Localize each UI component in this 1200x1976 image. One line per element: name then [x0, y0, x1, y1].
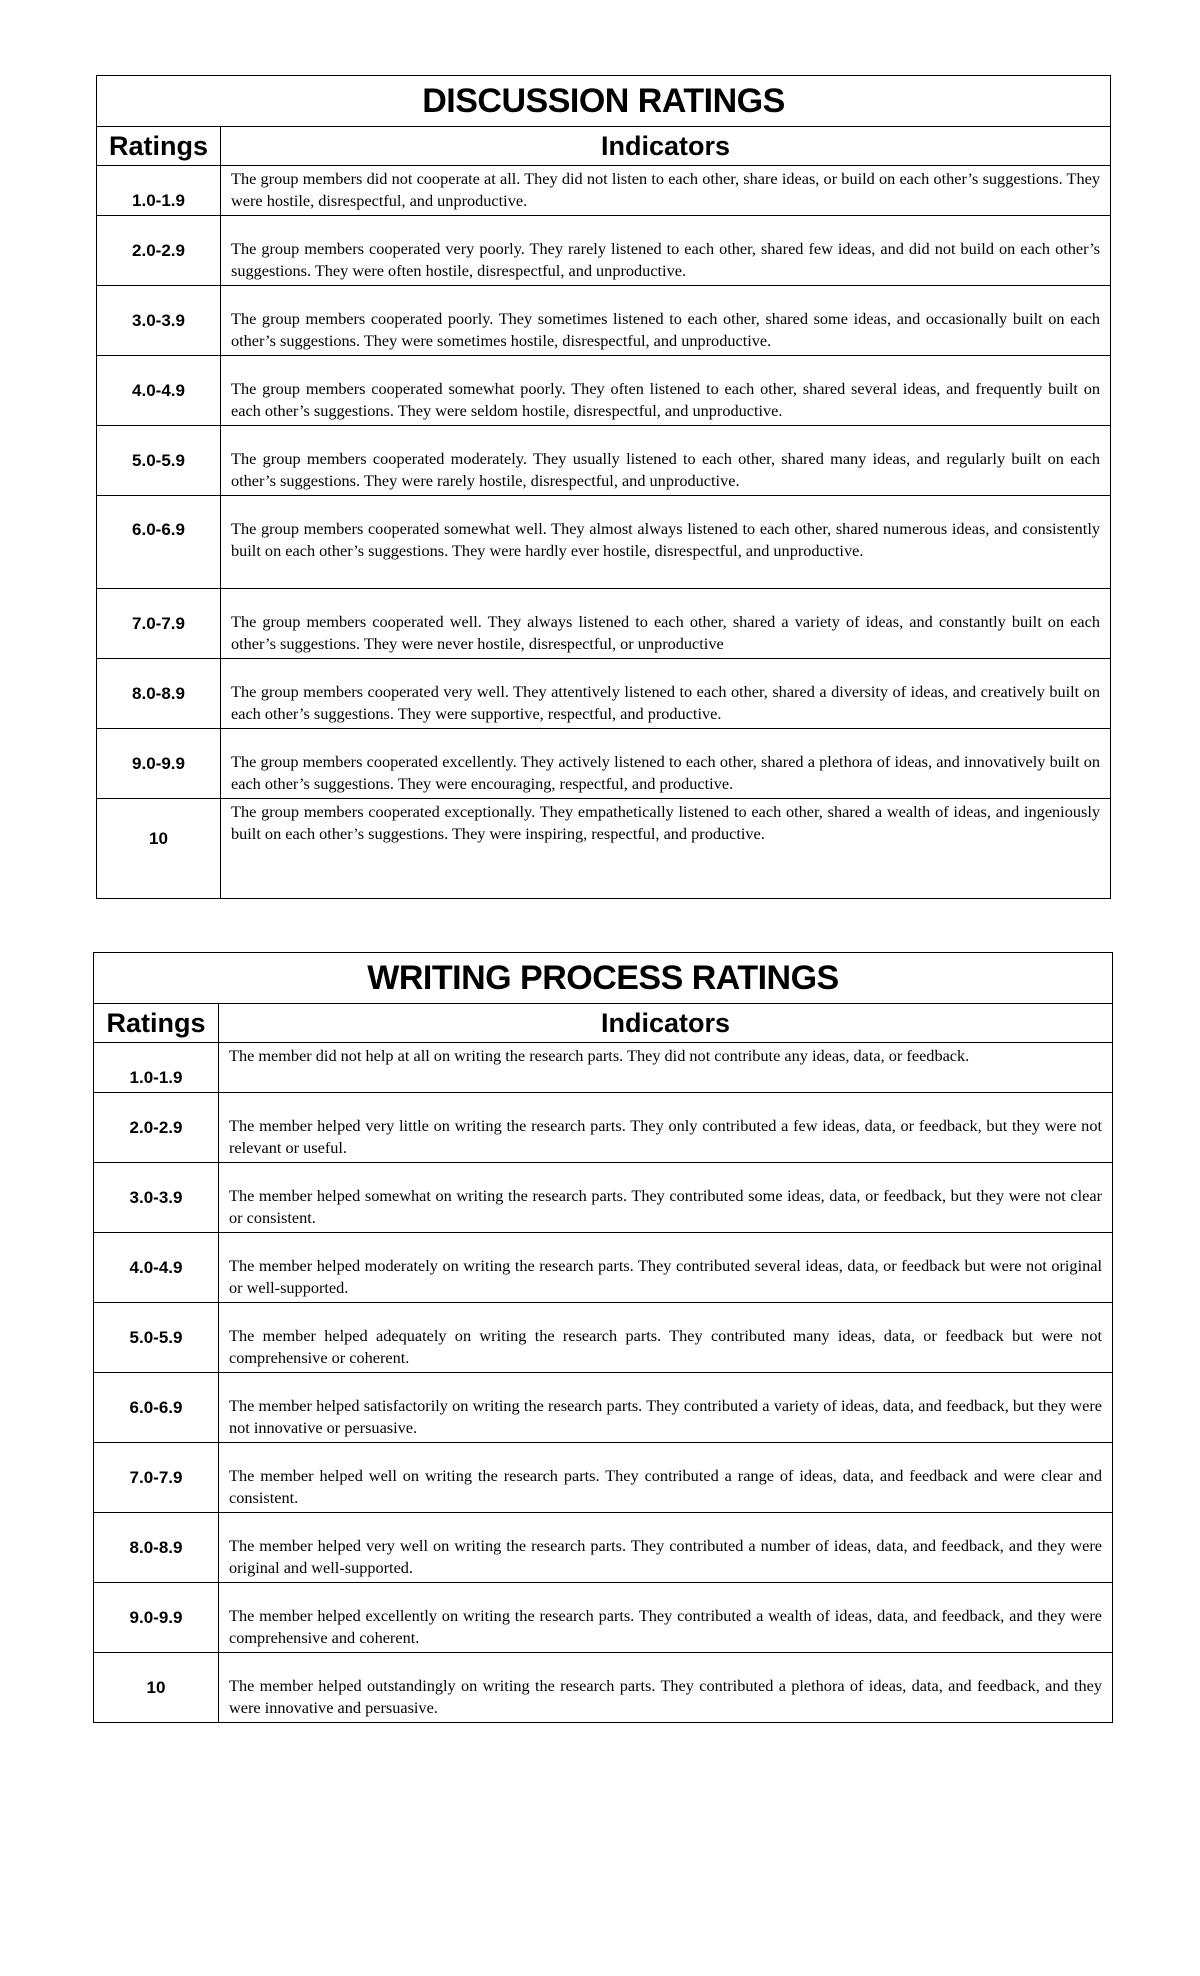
rating-cell: 10: [97, 799, 221, 899]
indicator-cell: The group members cooperated exceptionally. They empathetically listened to each other, shared a wealth of ideas, and ingeniously built on each other’s suggestions. They were inspiring, respectful, and productive.: [221, 799, 1111, 899]
rating-cell: 8.0-8.9: [94, 1513, 219, 1583]
table-row: [94, 1653, 1113, 1723]
indicator-cell: The member helped moderately on writing the research parts. They contributed several ideas, data, or feedback but were not original or well-supported.: [219, 1233, 1113, 1303]
rating-cell: 6.0-6.9: [97, 496, 221, 589]
indicator-cell: The group members cooperated somewhat well. They almost always listened to each other, shared numerous ideas, and consistently built on each other’s suggestions. They were hardly ever hostile, disrespectful, and unproductive.: [221, 496, 1111, 589]
writing-process-ratings-table: [93, 952, 1113, 1723]
indicator-cell: The group members cooperated excellently. They actively listened to each other, shared a plethora of ideas, and innovatively built on each other’s suggestions. They were encouraging, respectful, and productive.: [221, 729, 1111, 799]
rating-cell: 9.0-9.9: [94, 1583, 219, 1653]
indicator-cell: The group members cooperated somewhat poorly. They often listened to each other, shared several ideas, and frequently built on each other’s suggestions. They were seldom hostile, disrespectful, and unproductive.: [221, 356, 1111, 426]
indicator-cell: The member helped well on writing the research parts. They contributed a range of ideas, data, and feedback and were clear and consistent.: [219, 1443, 1113, 1513]
table-row: [94, 1303, 1113, 1373]
table-row: [94, 1163, 1113, 1233]
table-row: [94, 1373, 1113, 1443]
table-header-row: [94, 1004, 1113, 1043]
table-row: [97, 799, 1111, 899]
indicator-cell: The member helped outstandingly on writing the research parts. They contributed a plethora of ideas, data, and feedback, and they were innovative and persuasive.: [219, 1653, 1113, 1723]
table-title-row: [94, 953, 1113, 1004]
indicator-cell: The group members cooperated very poorly. They rarely listened to each other, shared few ideas, and did not build on each other’s suggestions. They were often hostile, disrespectful, and unproductive.: [221, 216, 1111, 286]
indicator-cell: The member helped satisfactorily on writing the research parts. They contributed a variety of ideas, data, and feedback, but they were not innovative or persuasive.: [219, 1373, 1113, 1443]
rating-cell: 2.0-2.9: [94, 1093, 219, 1163]
rating-cell: 5.0-5.9: [94, 1303, 219, 1373]
table-title-row: [97, 76, 1111, 127]
table-row: [94, 1583, 1113, 1653]
table-row: [97, 496, 1111, 589]
rating-cell: 1.0-1.9: [97, 166, 221, 216]
table-row: [97, 286, 1111, 356]
indicator-cell: The member helped adequately on writing the research parts. They contributed many ideas, data, or feedback but were not comprehensive or coherent.: [219, 1303, 1113, 1373]
indicator-cell: The member helped very little on writing the research parts. They only contributed a few ideas, data, or feedback, but they were not relevant or useful.: [219, 1093, 1113, 1163]
rating-cell: 9.0-9.9: [97, 729, 221, 799]
table-row: [94, 1093, 1113, 1163]
indicator-cell: The group members cooperated poorly. They sometimes listened to each other, shared some ideas, and occasionally built on each other’s suggestions. They were sometimes hostile, disrespectful, and unproductive.: [221, 286, 1111, 356]
indicator-cell: The member helped excellently on writing the research parts. They contributed a wealth of ideas, data, and feedback, and they were comprehensive and coherent.: [219, 1583, 1113, 1653]
rating-cell: 8.0-8.9: [97, 659, 221, 729]
table-row: [94, 1233, 1113, 1303]
rating-cell: 4.0-4.9: [94, 1233, 219, 1303]
table-row: [97, 356, 1111, 426]
indicator-cell: The member helped very well on writing the research parts. They contributed a number of ideas, data, and feedback, and they were original and well-supported.: [219, 1513, 1113, 1583]
table-row: [97, 216, 1111, 286]
indicator-cell: The group members cooperated very well. They attentively listened to each other, shared a diversity of ideas, and creatively built on each other’s suggestions. They were supportive, respectful, and productive.: [221, 659, 1111, 729]
indicator-cell: The group members cooperated moderately. They usually listened to each other, shared many ideas, and regularly built on each other’s suggestions. They were rarely hostile, disrespectful, and unproductive.: [221, 426, 1111, 496]
rating-cell: 4.0-4.9: [97, 356, 221, 426]
table-header-row: [97, 127, 1111, 166]
indicator-cell: The member did not help at all on writing the research parts. They did not contribute any ideas, data, or feedback.: [219, 1043, 1113, 1093]
ratings-column-header: Ratings: [97, 127, 221, 166]
ratings-column-header: Ratings: [94, 1004, 219, 1043]
table-row: [94, 1513, 1113, 1583]
rating-cell: 5.0-5.9: [97, 426, 221, 496]
rating-cell: 3.0-3.9: [94, 1163, 219, 1233]
writing-process-title: WRITING PROCESS RATINGS: [94, 953, 1113, 1004]
rating-cell: 1.0-1.9: [94, 1043, 219, 1093]
indicator-cell: The member helped somewhat on writing the research parts. They contributed some ideas, data, or feedback, but they were not clear or consistent.: [219, 1163, 1113, 1233]
indicator-cell: The group members cooperated well. They always listened to each other, shared a variety of ideas, and constantly built on each other’s suggestions. They were never hostile, disrespectful, or unproductive: [221, 589, 1111, 659]
indicators-column-header: Indicators: [219, 1004, 1113, 1043]
table-row: [97, 729, 1111, 799]
discussion-title: DISCUSSION RATINGS: [97, 76, 1111, 127]
indicator-cell: The group members did not cooperate at all. They did not listen to each other, share ideas, or build on each other’s suggestions. They were hostile, disrespectful, and unproductive.: [221, 166, 1111, 216]
rating-cell: 7.0-7.9: [97, 589, 221, 659]
rating-cell: 2.0-2.9: [97, 216, 221, 286]
table-row: [97, 426, 1111, 496]
table-row: [97, 589, 1111, 659]
rating-cell: 10: [94, 1653, 219, 1723]
indicators-column-header: Indicators: [221, 127, 1111, 166]
table-row: [97, 166, 1111, 216]
table-row: [94, 1443, 1113, 1513]
rating-cell: 6.0-6.9: [94, 1373, 219, 1443]
table-row: [94, 1043, 1113, 1093]
rating-cell: 7.0-7.9: [94, 1443, 219, 1513]
table-row: [97, 659, 1111, 729]
discussion-ratings-table: [96, 75, 1111, 899]
rating-cell: 3.0-3.9: [97, 286, 221, 356]
